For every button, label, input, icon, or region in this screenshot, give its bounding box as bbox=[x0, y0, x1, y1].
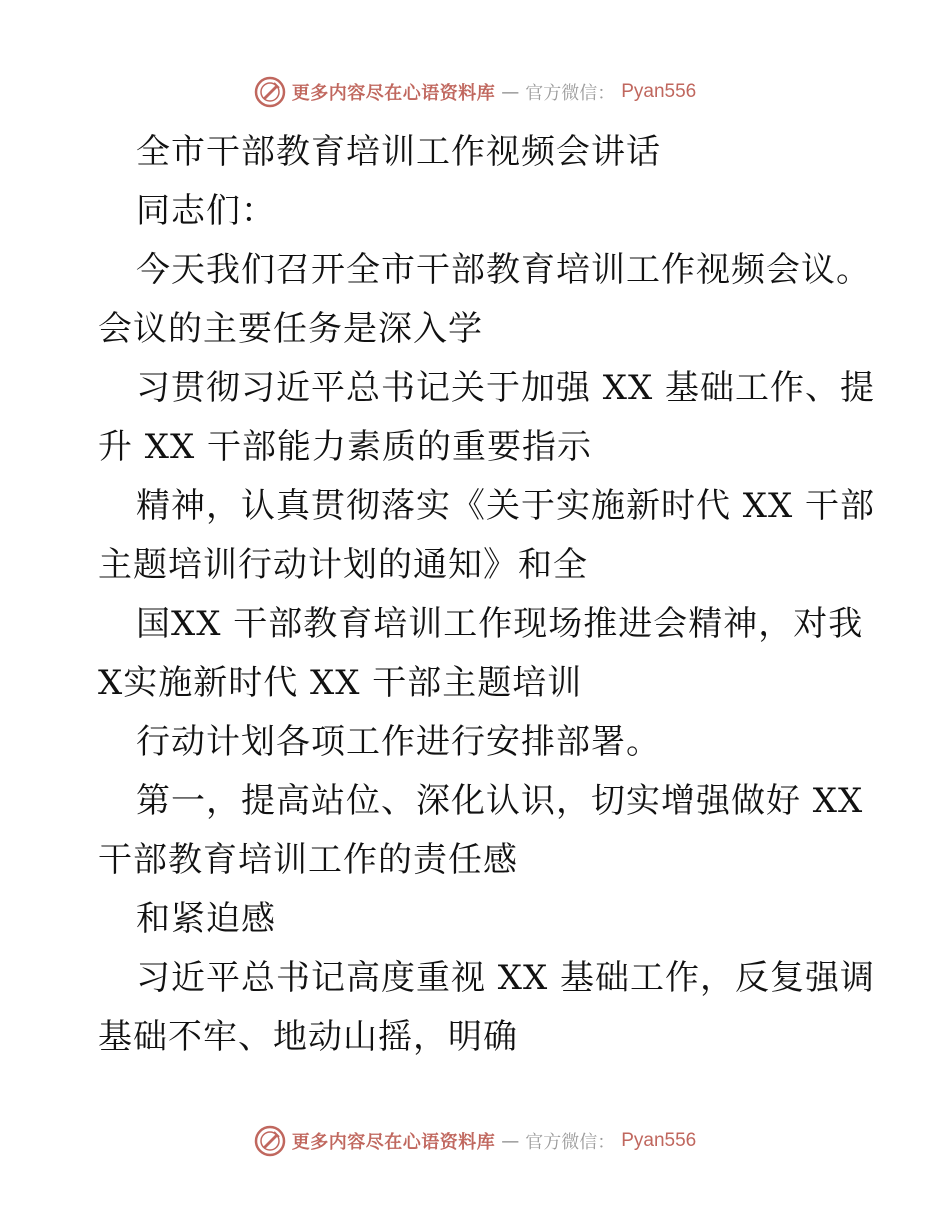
doc-line: 习贯彻习近平总书记关于加强 XX 基础工作、提 bbox=[136, 368, 876, 408]
banner-wechat-id: Pyan556 bbox=[621, 1130, 697, 1151]
banner-wechat-label: 官方微信： bbox=[525, 1132, 616, 1153]
doc-line: 同志们： bbox=[136, 191, 276, 231]
banner-wechat-id: Pyan556 bbox=[621, 81, 697, 102]
seal-logo-icon bbox=[254, 1125, 286, 1157]
footer-banner bbox=[0, 1121, 950, 1161]
doc-line: X实施新时代 XX 干部主题培训 bbox=[98, 663, 583, 703]
doc-line: 国XX 干部教育培训工作现场推进会精神，对我 bbox=[136, 604, 864, 644]
banner-separator: — bbox=[501, 1130, 520, 1152]
doc-line: 主题培训行动计划的通知》和全 bbox=[98, 545, 588, 585]
doc-line: 全市干部教育培训工作视频会讲话 bbox=[136, 132, 661, 172]
banner-brand-text: 更多内容尽在心语资料库 bbox=[291, 83, 496, 104]
doc-line: 习近平总书记高度重视 XX 基础工作，反复强调 bbox=[136, 958, 876, 998]
header-banner bbox=[0, 72, 950, 112]
banner-brand-text: 更多内容尽在心语资料库 bbox=[291, 1132, 496, 1153]
doc-line: 基础不牢、地动山摇，明确 bbox=[98, 1017, 518, 1057]
banner-wechat-label: 官方微信： bbox=[525, 83, 616, 104]
document-body bbox=[98, 123, 876, 1067]
doc-line: 升 XX 干部能力素质的重要指示 bbox=[98, 427, 593, 467]
doc-line: 干部教育培训工作的责任感 bbox=[98, 840, 518, 880]
doc-line: 行动计划各项工作进行安排部署。 bbox=[136, 722, 661, 762]
doc-line: 今天我们召开全市干部教育培训工作视频会议。 bbox=[136, 250, 871, 290]
doc-line: 会议的主要任务是深入学 bbox=[98, 309, 483, 349]
seal-logo-icon bbox=[254, 76, 286, 108]
doc-line: 和紧迫感 bbox=[136, 899, 276, 939]
doc-line: 精神，认真贯彻落实《关于实施新时代 XX 干部 bbox=[136, 486, 876, 526]
banner-separator: — bbox=[501, 81, 520, 103]
doc-line: 第一，提高站位、深化认识，切实增强做好 XX bbox=[136, 781, 864, 821]
